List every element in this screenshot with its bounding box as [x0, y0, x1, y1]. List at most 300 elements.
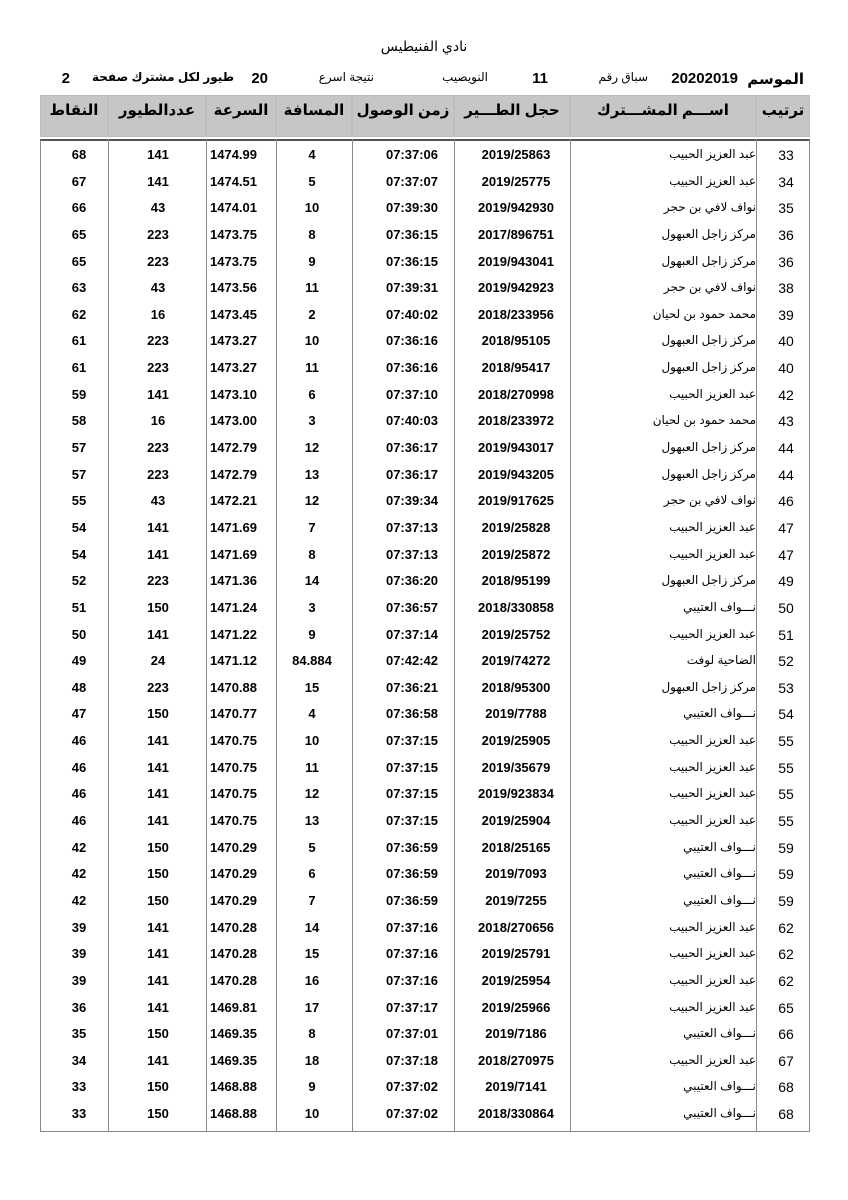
speed-cell: 1470.28 [210, 972, 257, 988]
arrival-time-cell: 07:37:06 [385, 147, 439, 162]
rank-cell: 55 [778, 759, 794, 776]
page-number: 2 [61, 70, 70, 87]
birds-count-cell: 24 [150, 653, 166, 669]
points-cell: 65 [71, 253, 87, 269]
points-cell: 42 [71, 839, 87, 855]
result-count: 20 [251, 70, 268, 87]
ring-number-cell: 2017/896751 [478, 226, 554, 242]
points-cell: 39 [71, 919, 87, 935]
table-row [40, 835, 810, 862]
table-row [40, 701, 810, 728]
speed-cell: 1474.01 [210, 200, 257, 216]
speed-cell: 1468.88 [210, 1106, 257, 1122]
arrival-time-cell: 07:39:30 [385, 200, 439, 216]
rank-cell: 49 [778, 573, 794, 590]
table-row [40, 755, 810, 782]
speed-cell: 1473.45 [210, 306, 257, 322]
arrival-time-cell: 07:37:17 [385, 999, 439, 1015]
birds-count-cell: 150 [147, 1079, 169, 1095]
table-row [40, 462, 810, 489]
distance-cell: 12 [304, 440, 320, 456]
header-name: اســـم المشـــترك [570, 95, 756, 137]
header-rank: ترتيب [756, 95, 810, 137]
table-header [40, 95, 810, 139]
rank-cell: 46 [778, 493, 794, 510]
birds-count-cell: 150 [147, 839, 169, 855]
table-row [40, 249, 810, 276]
rank-cell: 65 [778, 999, 794, 1016]
table-row [40, 781, 810, 808]
table-row [40, 355, 810, 382]
speed-cell: 1468.88 [210, 1079, 257, 1095]
points-cell: 36 [71, 999, 87, 1015]
rank-cell: 47 [778, 546, 794, 563]
table-row [40, 648, 810, 675]
birds-count-cell: 16 [150, 413, 166, 429]
rank-cell: 54 [778, 706, 794, 723]
distance-cell: 9 [308, 253, 316, 269]
header-distance: المسافة [276, 95, 352, 137]
rank-cell: 53 [778, 679, 794, 696]
participant-name-cell: عبد العزيز الحبيب [669, 733, 756, 748]
points-cell: 54 [71, 519, 87, 535]
arrival-time-cell: 07:37:13 [385, 546, 439, 562]
birds-count-cell: 141 [147, 386, 169, 402]
table-row [40, 861, 810, 888]
speed-cell: 1471.36 [210, 573, 257, 589]
rank-cell: 62 [778, 972, 794, 989]
distance-cell: 15 [304, 679, 320, 695]
distance-cell: 14 [304, 573, 320, 589]
ring-number-cell: 2019/942923 [478, 280, 554, 296]
ring-number-cell: 2019/917625 [478, 493, 554, 509]
speed-cell: 1471.24 [210, 599, 257, 615]
arrival-time-cell: 07:40:02 [385, 306, 439, 322]
points-cell: 55 [71, 493, 87, 509]
table-row [40, 328, 810, 355]
rank-cell: 42 [778, 386, 794, 403]
points-cell: 46 [71, 759, 87, 775]
arrival-time-cell: 07:36:57 [385, 599, 439, 615]
ring-number-cell: 2019/942930 [478, 200, 554, 216]
points-cell: 42 [71, 892, 87, 908]
arrival-time-cell: 07:37:02 [385, 1079, 439, 1095]
participant-name-cell: مركز زاجل العبهول [661, 360, 756, 375]
birds-count-cell: 150 [147, 1026, 169, 1042]
distance-cell: 84.884 [292, 653, 332, 669]
participant-name-cell: عبد العزيز الحبيب [669, 999, 756, 1014]
ring-number-cell: 2018/25165 [481, 839, 551, 855]
distance-cell: 8 [308, 226, 316, 242]
rank-cell: 44 [778, 466, 794, 483]
table-row [40, 808, 810, 835]
points-cell: 68 [71, 147, 87, 162]
ring-number-cell: 2019/7141 [485, 1079, 547, 1095]
speed-cell: 1470.29 [210, 866, 257, 882]
arrival-time-cell: 07:40:03 [385, 413, 439, 429]
arrival-time-cell: 07:36:59 [385, 892, 439, 908]
ring-number-cell: 2019/7186 [485, 1026, 547, 1042]
birds-count-cell: 141 [147, 919, 169, 935]
birds-count-cell: 43 [150, 200, 166, 216]
rank-cell: 34 [778, 173, 794, 190]
header-points: النقاط [40, 95, 108, 137]
speed-cell: 1474.99 [210, 147, 257, 162]
table-row [40, 995, 810, 1022]
arrival-time-cell: 07:37:07 [385, 173, 439, 189]
ring-number-cell: 2018/95199 [481, 573, 551, 589]
arrival-time-cell: 07:36:59 [385, 866, 439, 882]
table-row [40, 382, 810, 409]
points-cell: 54 [71, 546, 87, 562]
distance-cell: 3 [308, 413, 316, 429]
birds-count-cell: 141 [147, 147, 169, 162]
ring-number-cell: 2019/943041 [478, 253, 554, 269]
arrival-time-cell: 07:37:15 [385, 813, 439, 829]
arrival-time-cell: 07:39:31 [385, 280, 439, 296]
table-row [40, 1048, 810, 1075]
speed-cell: 1473.00 [210, 413, 257, 429]
rank-cell: 55 [778, 813, 794, 830]
birds-count-cell: 150 [147, 866, 169, 882]
birds-count-cell: 141 [147, 519, 169, 535]
speed-cell: 1470.29 [210, 839, 257, 855]
participant-name-cell: الضاحية لوفت [686, 653, 756, 668]
points-cell: 48 [71, 679, 87, 695]
participant-name-cell: نـــواف العتيبي [683, 1026, 756, 1041]
participant-name-cell: مركز زاجل العبهول [661, 333, 756, 348]
ring-number-cell: 2019/25905 [481, 733, 551, 749]
ring-number-cell: 2018/270975 [478, 1052, 554, 1068]
rank-cell: 66 [778, 1026, 794, 1043]
participant-name-cell: نـــواف العتيبي [683, 599, 756, 614]
participant-name-cell: نـــواف العتيبي [683, 866, 756, 881]
speed-cell: 1470.28 [210, 946, 257, 962]
season-value: 20202019 [671, 70, 738, 87]
participant-name-cell: محمد حمود بن لحيان [652, 413, 756, 428]
speed-cell: 1473.75 [210, 226, 257, 242]
speed-cell: 1474.51 [210, 173, 257, 189]
rank-cell: 43 [778, 413, 794, 430]
participant-name-cell: مركز زاجل العبهول [661, 440, 756, 455]
speed-cell: 1473.10 [210, 386, 257, 402]
birds-count-cell: 141 [147, 626, 169, 642]
table-row [40, 622, 810, 649]
ring-number-cell: 2019/25966 [481, 999, 551, 1015]
speed-cell: 1473.27 [210, 333, 257, 349]
race-label: سباق رقم [598, 70, 648, 84]
speed-cell: 1471.69 [210, 546, 257, 562]
table-row [40, 568, 810, 595]
points-cell: 51 [71, 599, 87, 615]
rank-cell: 68 [778, 1079, 794, 1096]
rank-cell: 51 [778, 626, 794, 643]
distance-cell: 3 [308, 599, 316, 615]
distance-cell: 13 [304, 813, 320, 829]
race-location: النويصيب [442, 70, 488, 84]
participant-name-cell: نـــواف العتيبي [683, 706, 756, 721]
table-row [40, 195, 810, 222]
table-row [40, 968, 810, 995]
arrival-time-cell: 07:36:16 [385, 333, 439, 349]
ring-number-cell: 2019/25863 [481, 147, 551, 162]
participant-name-cell: مركز زاجل العبهول [661, 226, 756, 241]
birds-count-cell: 141 [147, 546, 169, 562]
rank-cell: 62 [778, 946, 794, 963]
distance-cell: 4 [308, 706, 316, 722]
distance-cell: 12 [304, 493, 320, 509]
ring-number-cell: 2018/270998 [478, 386, 554, 402]
ring-number-cell: 2019/25752 [481, 626, 551, 642]
points-cell: 47 [71, 706, 87, 722]
arrival-time-cell: 07:37:10 [385, 386, 439, 402]
distance-cell: 9 [308, 1079, 316, 1095]
ring-number-cell: 2019/7788 [485, 706, 547, 722]
points-cell: 63 [71, 280, 87, 296]
participant-name-cell: عبد العزيز الحبيب [669, 147, 756, 161]
points-cell: 39 [71, 946, 87, 962]
table-row [40, 169, 810, 196]
birds-count-cell: 43 [150, 493, 166, 509]
participant-name-cell: مركز زاجل العبهول [661, 466, 756, 481]
arrival-time-cell: 07:36:17 [385, 440, 439, 456]
ring-number-cell: 2019/25775 [481, 173, 551, 189]
results-rows [40, 142, 810, 1128]
birds-count-cell: 223 [147, 253, 169, 269]
speed-cell: 1470.75 [210, 733, 257, 749]
arrival-time-cell: 07:37:14 [385, 626, 439, 642]
rank-cell: 33 [778, 147, 794, 163]
participant-name-cell: عبد العزيز الحبيب [669, 813, 756, 828]
points-cell: 67 [71, 173, 87, 189]
ring-number-cell: 2019/7255 [485, 892, 547, 908]
table-row [40, 542, 810, 569]
speed-cell: 1470.88 [210, 679, 257, 695]
points-cell: 52 [71, 573, 87, 589]
participant-name-cell: نواف لافي بن حجر [663, 493, 756, 508]
ring-number-cell: 2018/330864 [478, 1106, 554, 1122]
speed-cell: 1471.22 [210, 626, 257, 642]
rank-cell: 68 [778, 1106, 794, 1123]
distance-cell: 10 [304, 333, 320, 349]
rank-cell: 59 [778, 892, 794, 909]
points-cell: 39 [71, 972, 87, 988]
participant-name-cell: مركز زاجل العبهول [661, 253, 756, 268]
ring-number-cell: 2019/35679 [481, 759, 551, 775]
distance-cell: 8 [308, 546, 316, 562]
table-row [40, 275, 810, 302]
club-title: نادي الفنيطيس [380, 38, 468, 54]
season-label: الموسم [747, 71, 804, 88]
distance-cell: 2 [308, 306, 316, 322]
participant-name-cell: عبد العزيز الحبيب [669, 173, 756, 188]
rank-cell: 36 [778, 226, 794, 243]
distance-cell: 14 [304, 919, 320, 935]
table-row [40, 515, 810, 542]
rank-cell: 40 [778, 360, 794, 377]
birds-count-cell: 150 [147, 892, 169, 908]
birds-count-cell: 141 [147, 759, 169, 775]
birds-count-cell: 43 [150, 280, 166, 296]
distance-cell: 17 [304, 999, 320, 1015]
distance-cell: 18 [304, 1052, 320, 1068]
ring-number-cell: 2018/233972 [478, 413, 554, 429]
birds-count-cell: 223 [147, 360, 169, 376]
participant-name-cell: نـــواف العتيبي [683, 839, 756, 854]
table-row [40, 408, 810, 435]
ring-number-cell: 2019/25828 [481, 519, 551, 535]
birds-count-cell: 141 [147, 946, 169, 962]
rank-cell: 55 [778, 786, 794, 803]
birds-count-cell: 16 [150, 306, 166, 322]
distance-cell: 15 [304, 946, 320, 962]
participant-name-cell: عبد العزيز الحبيب [669, 946, 756, 961]
speed-cell: 1470.77 [210, 706, 257, 722]
speed-cell: 1471.69 [210, 519, 257, 535]
distance-cell: 10 [304, 1106, 320, 1122]
arrival-time-cell: 07:36:15 [385, 253, 439, 269]
ring-number-cell: 2018/233956 [478, 306, 554, 322]
ring-number-cell: 2019/25791 [481, 946, 551, 962]
ring-number-cell: 2019/943205 [478, 466, 554, 482]
birds-count-cell: 223 [147, 333, 169, 349]
distance-cell: 7 [308, 892, 316, 908]
birds-count-cell: 150 [147, 599, 169, 615]
table-row [40, 488, 810, 515]
arrival-time-cell: 07:37:01 [385, 1026, 439, 1042]
ring-number-cell: 2018/270656 [478, 919, 554, 935]
birds-count-cell: 223 [147, 679, 169, 695]
rank-cell: 62 [778, 919, 794, 936]
ring-number-cell: 2018/95417 [481, 360, 551, 376]
ring-number-cell: 2018/95105 [481, 333, 551, 349]
table-row [40, 435, 810, 462]
distance-cell: 11 [305, 360, 319, 376]
points-cell: 33 [71, 1079, 87, 1095]
participant-name-cell: عبد العزيز الحبيب [669, 1052, 756, 1067]
distance-cell: 9 [308, 626, 316, 642]
distance-cell: 11 [305, 759, 319, 775]
arrival-time-cell: 07:39:34 [385, 493, 439, 509]
table-row [40, 915, 810, 942]
ring-number-cell: 2019/25954 [481, 972, 551, 988]
participant-name-cell: نـــواف العتيبي [683, 892, 756, 907]
table-row [40, 222, 810, 249]
arrival-time-cell: 07:37:16 [385, 972, 439, 988]
ring-number-cell: 2019/74272 [481, 653, 551, 669]
arrival-time-cell: 07:37:02 [385, 1106, 439, 1122]
rank-cell: 44 [778, 440, 794, 457]
table-row [40, 728, 810, 755]
speed-cell: 1470.29 [210, 892, 257, 908]
birds-count-cell: 141 [147, 786, 169, 802]
speed-cell: 1470.75 [210, 786, 257, 802]
arrival-time-cell: 07:37:18 [385, 1052, 439, 1068]
points-cell: 35 [71, 1026, 87, 1042]
rank-cell: 47 [778, 519, 794, 536]
participant-name-cell: مركز زاجل العبهول [661, 679, 756, 694]
arrival-time-cell: 07:36:17 [385, 466, 439, 482]
speed-cell: 1472.21 [210, 493, 257, 509]
arrival-time-cell: 07:37:15 [385, 759, 439, 775]
distance-cell: 11 [305, 280, 319, 296]
table-row [40, 1074, 810, 1101]
points-cell: 46 [71, 786, 87, 802]
participant-name-cell: نـــواف العتيبي [683, 1079, 756, 1094]
arrival-time-cell: 07:36:58 [385, 706, 439, 722]
participant-name-cell: عبد العزيز الحبيب [669, 386, 756, 401]
rank-cell: 40 [778, 333, 794, 350]
distance-cell: 10 [304, 733, 320, 749]
arrival-time-cell: 07:37:15 [385, 733, 439, 749]
table-row [40, 888, 810, 915]
birds-count-cell: 223 [147, 440, 169, 456]
points-cell: 50 [71, 626, 87, 642]
speed-cell: 1470.28 [210, 919, 257, 935]
points-cell: 46 [71, 733, 87, 749]
birds-count-cell: 150 [147, 1106, 169, 1122]
rank-cell: 36 [778, 253, 794, 270]
distance-cell: 4 [308, 147, 316, 162]
birds-count-cell: 141 [147, 999, 169, 1015]
rank-cell: 35 [778, 200, 794, 217]
ring-number-cell: 2019/943017 [478, 440, 554, 456]
arrival-time-cell: 07:37:16 [385, 919, 439, 935]
rank-cell: 59 [778, 839, 794, 856]
distance-cell: 16 [304, 972, 320, 988]
race-info-bar [0, 70, 848, 90]
points-cell: 34 [71, 1052, 87, 1068]
birds-count-cell: 141 [147, 733, 169, 749]
participant-name-cell: عبد العزيز الحبيب [669, 786, 756, 801]
points-cell: 65 [71, 226, 87, 242]
speed-cell: 1472.79 [210, 440, 257, 456]
ring-number-cell: 2018/95300 [481, 679, 551, 695]
header-time: زمن الوصول [352, 95, 454, 137]
points-cell: 42 [71, 866, 87, 882]
distance-cell: 5 [308, 173, 316, 189]
points-cell: 59 [71, 386, 87, 402]
points-cell: 33 [71, 1106, 87, 1122]
speed-cell: 1473.56 [210, 280, 257, 296]
distance-cell: 6 [308, 866, 316, 882]
speed-cell: 1470.75 [210, 813, 257, 829]
ring-number-cell: 2019/25872 [481, 546, 551, 562]
participant-name-cell: نواف لافي بن حجر [663, 280, 756, 295]
participant-name-cell: عبد العزيز الحبيب [669, 626, 756, 641]
participant-name-cell: عبد العزيز الحبيب [669, 546, 756, 561]
speed-cell: 1472.79 [210, 466, 257, 482]
points-cell: 61 [71, 360, 87, 376]
distance-cell: 6 [308, 386, 316, 402]
participant-name-cell: محمد حمود بن لحيان [652, 306, 756, 321]
distance-cell: 7 [308, 519, 316, 535]
table-row [40, 941, 810, 968]
per-participant-label: طيور لكل مشترك صفحة [92, 70, 234, 84]
table-row [40, 675, 810, 702]
arrival-time-cell: 07:37:16 [385, 946, 439, 962]
header-speed: السرعة [206, 95, 276, 137]
table-row [40, 1021, 810, 1048]
arrival-time-cell: 07:36:20 [385, 573, 439, 589]
points-cell: 49 [71, 653, 87, 669]
table-row [40, 1101, 810, 1128]
result-label: نتيجة اسرع [318, 70, 374, 84]
birds-count-cell: 141 [147, 1052, 169, 1068]
arrival-time-cell: 07:36:59 [385, 839, 439, 855]
birds-count-cell: 141 [147, 813, 169, 829]
points-cell: 62 [71, 306, 87, 322]
